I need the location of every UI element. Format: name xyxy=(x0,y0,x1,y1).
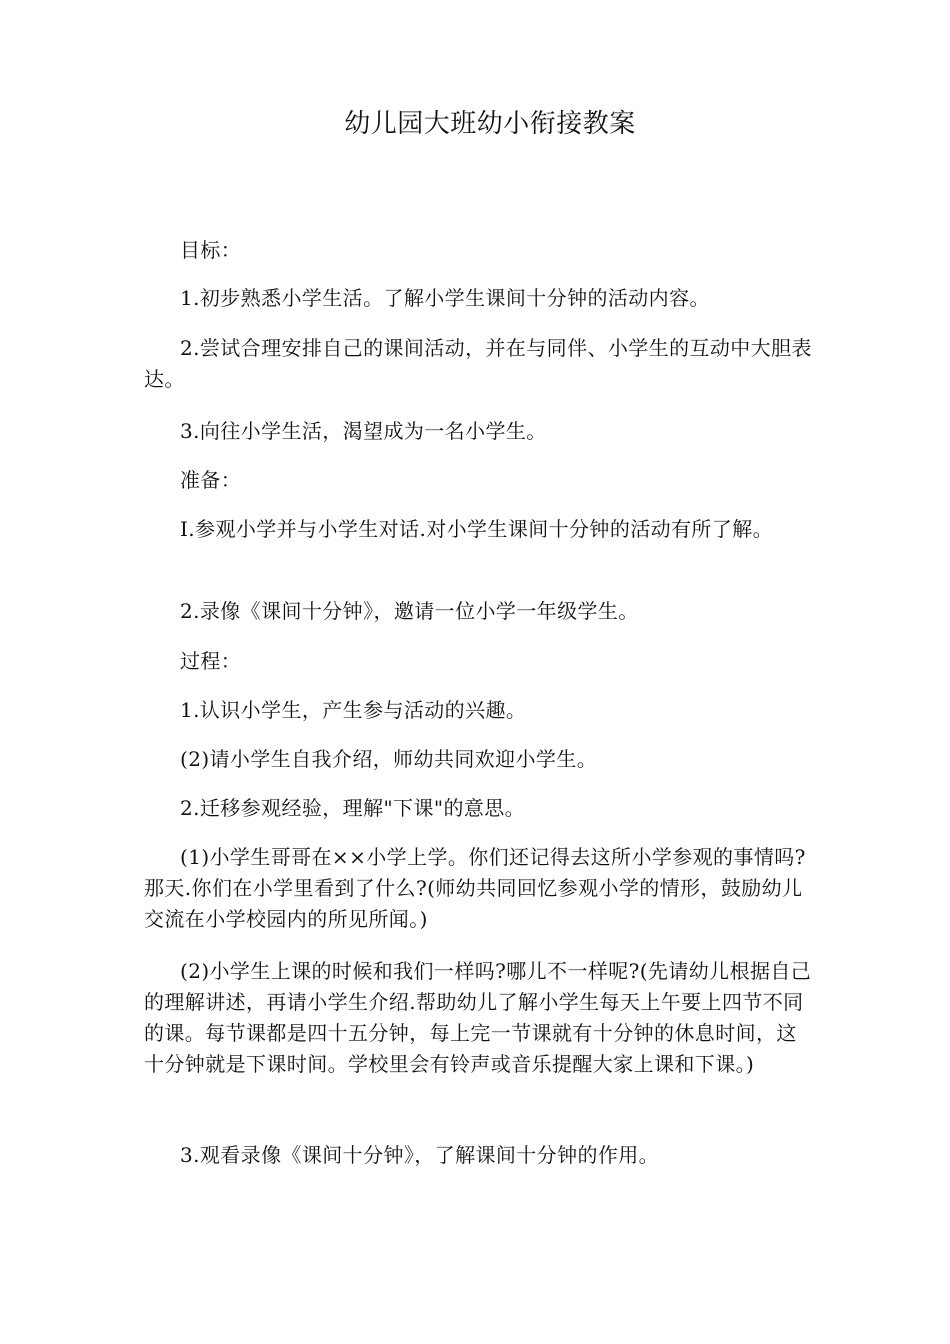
paragraph-process-3: 3.观看录像《课间十分钟》，了解课间十分钟的作用。 xyxy=(180,1143,660,1167)
paragraph-process-2-2: (2)小学生上课的时候和我们一样吗?哪儿不一样呢?(先请幼儿根据自己的理解讲述，再请小学生介绍.帮助幼儿了解小学生每天上午要上四节不同的课。每节课都是四十五分钟，每上完一节课就有十分钟的休息时间，这十分钟就是下课时间。学校里会有铃声或音乐提醒大家上课和下课。) xyxy=(144,959,812,1076)
paragraph-process-1-2: (2)请小学生自我介绍，师幼共同欢迎小学生。 xyxy=(180,747,598,771)
paragraph-goal-2: 2.尝试合理安排自己的课间活动，并在与同伴、小学生的互动中大胆表达。 xyxy=(144,336,812,391)
paragraph-process-2: 2.迁移参观经验，理解"下课"的意思。 xyxy=(180,796,526,820)
paragraph-prep-2: 2.录像《课间十分钟》，邀请一位小学一年级学生。 xyxy=(180,599,639,623)
section-heading-process: 过程： xyxy=(180,649,242,673)
paragraph-prep-1: I.参观小学并与小学生对话.对小学生课间十分钟的活动有所了解。 xyxy=(180,517,774,541)
paragraph-goal-3: 3.向往小学生活，渴望成为一名小学生。 xyxy=(180,419,547,443)
document-title: 幼儿园大班幼小衔接教案 xyxy=(344,109,636,139)
section-heading-preparation: 准备： xyxy=(180,468,242,492)
paragraph-process-1: 1.认识小学生，产生参与活动的兴趣。 xyxy=(180,698,527,722)
section-heading-goals: 目标： xyxy=(180,238,242,262)
paragraph-process-2-1: (1)小学生哥哥在××小学上学。你们还记得去这所小学参观的事情吗?那天.你们在小学里看到了什么?(师幼共同回忆参观小学的情形，鼓励幼儿交流在小学校园内的所见所闻。) xyxy=(144,845,806,931)
paragraph-goal-1: 1.初步熟悉小学生活。了解小学生课间十分钟的活动内容。 xyxy=(180,286,710,310)
